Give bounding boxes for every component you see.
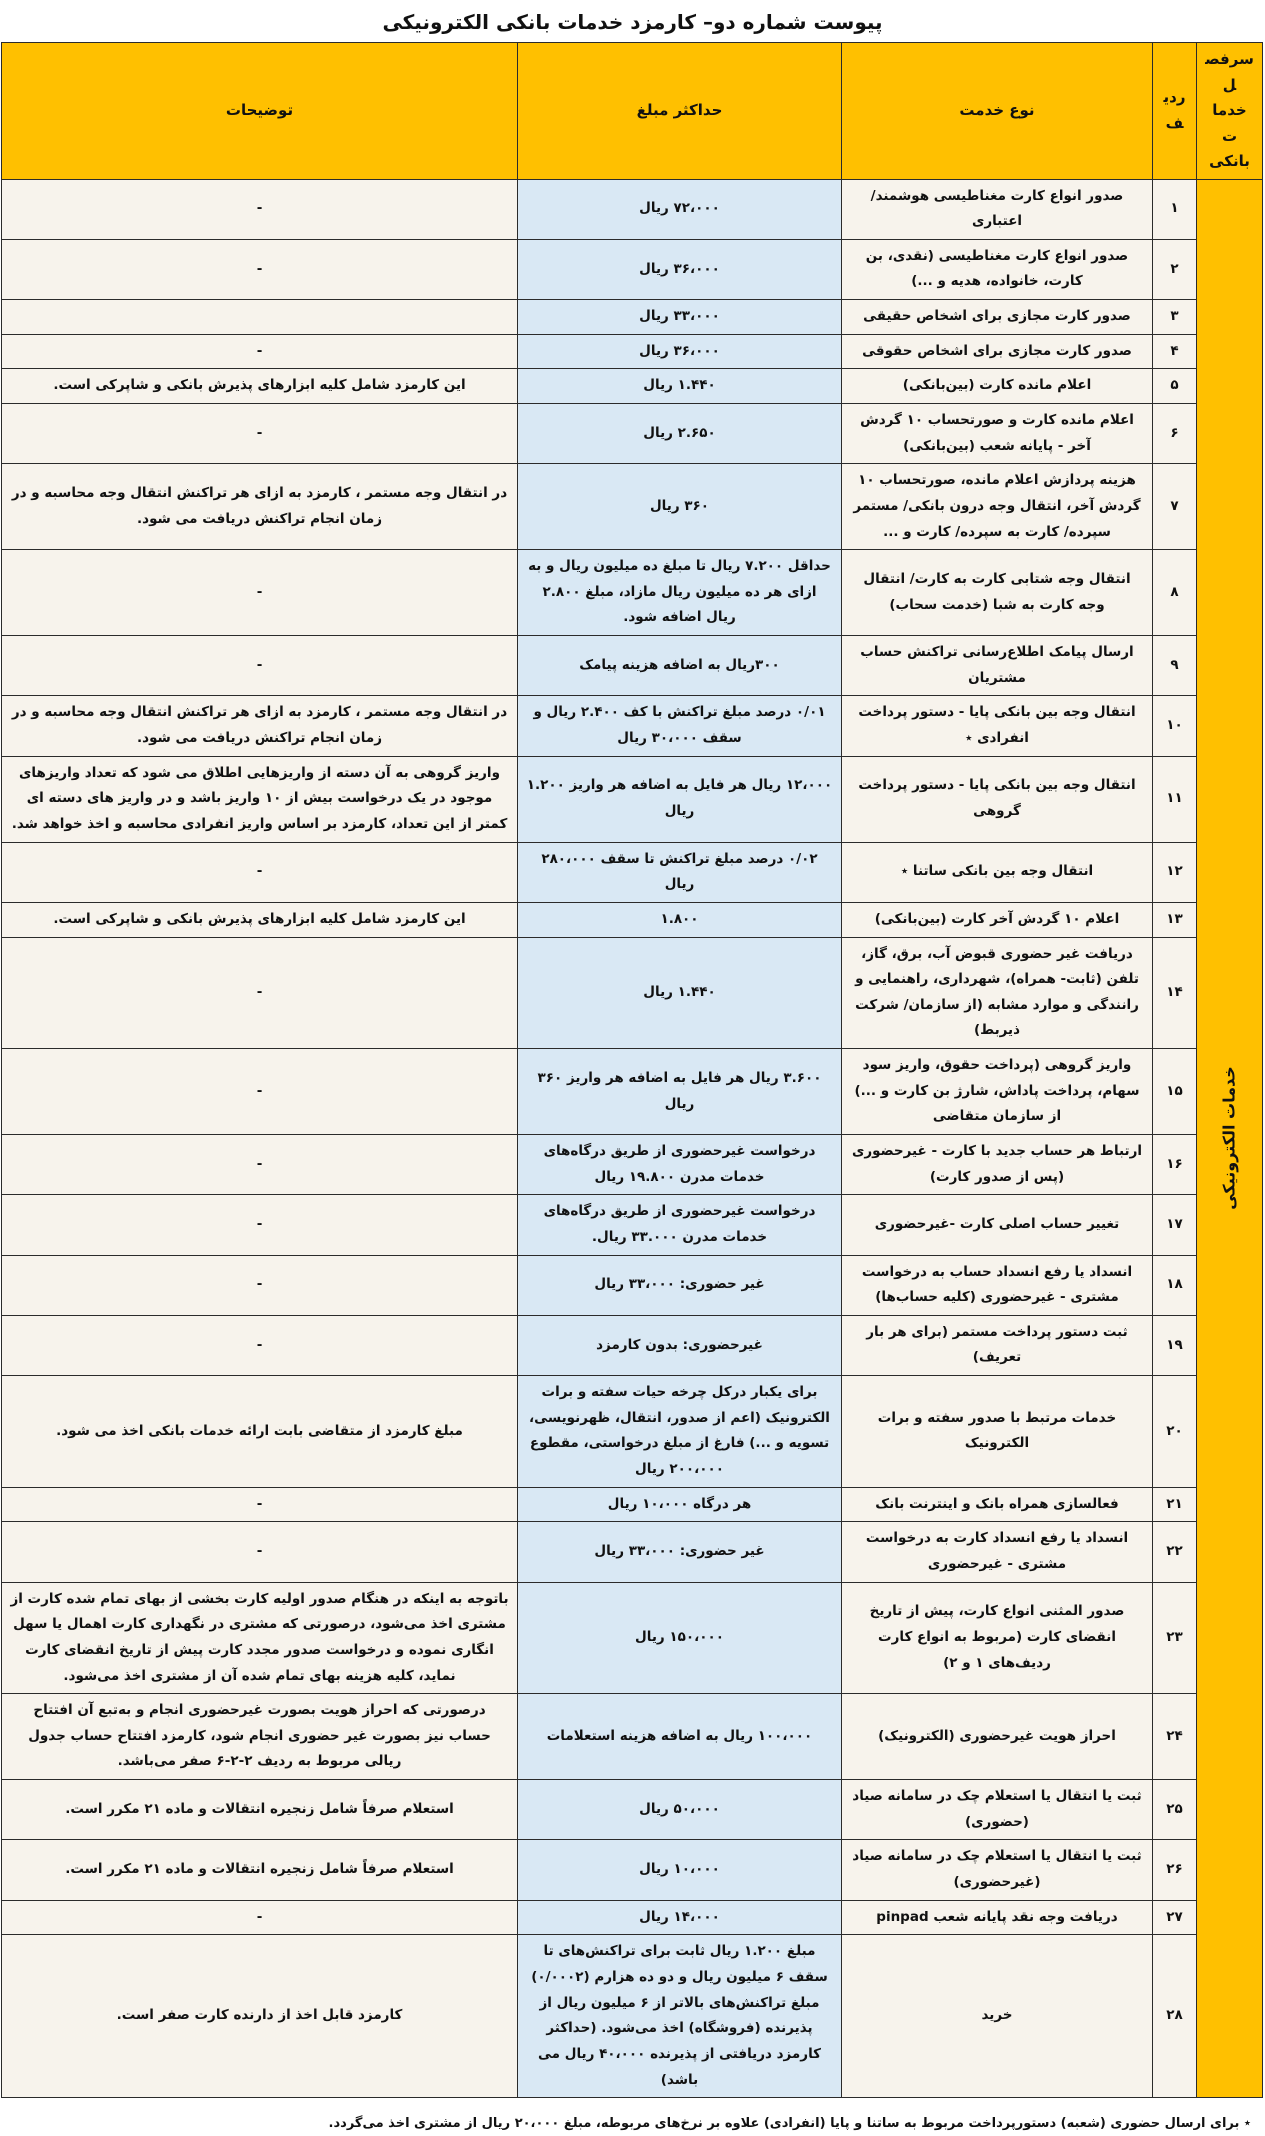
table-row bbox=[2, 756, 1263, 842]
row-number-cell: ۲۳ bbox=[1153, 1582, 1197, 1694]
column-header-row-number: ردیف bbox=[1153, 43, 1197, 180]
notes-cell: - bbox=[2, 1522, 518, 1582]
service-type-cell: ثبت یا انتقال یا استعلام چک در سامانه صیاد (غیرحضوری) bbox=[842, 1840, 1153, 1900]
row-number-cell: ۲۱ bbox=[1153, 1487, 1197, 1522]
row-number-cell: ۵ bbox=[1153, 369, 1197, 404]
service-type-cell: دریافت وجه نقد پایانه شعب pinpad bbox=[842, 1900, 1153, 1935]
table-row bbox=[2, 1195, 1263, 1255]
row-number-cell: ۲۸ bbox=[1153, 1935, 1197, 2098]
notes-cell: واریز گروهی به آن دسته از واریزهایی اطلاق می شود که تعداد واریزهای موجود در یک درخواست بیش از ۱۰ واریز باشد و در واریز های دسته ای کمتر از این تعداد، کارمزد بر اساس واریز انفرادی محاسبه و اخذ خواهد شد. bbox=[2, 756, 518, 842]
service-type-cell: اعلام ۱۰ گردش آخر کارت (بین‌بانکی) bbox=[842, 902, 1153, 937]
row-number-cell: ۲۵ bbox=[1153, 1780, 1197, 1840]
row-number-cell: ۱۲ bbox=[1153, 842, 1197, 902]
row-number-cell: ۱۸ bbox=[1153, 1255, 1197, 1315]
column-header-service-type: نوع خدمت bbox=[842, 43, 1153, 180]
row-number-cell: ۲۷ bbox=[1153, 1900, 1197, 1935]
notes-cell: - bbox=[2, 1900, 518, 1935]
max-amount-cell: درخواست غیرحضوری از طریق درگاه‌های خدمات مدرن ۳۳.۰۰۰ ریال. bbox=[518, 1195, 842, 1255]
table-row bbox=[2, 1315, 1263, 1375]
max-amount-cell: ۱.۸۰۰ bbox=[518, 902, 842, 937]
notes-cell: - bbox=[2, 550, 518, 636]
table-row bbox=[2, 1376, 1263, 1488]
max-amount-cell: ۰/۰۲ درصد مبلغ تراکنش تا سقف ۲۸۰،۰۰۰ ریال bbox=[518, 842, 842, 902]
notes-cell: - bbox=[2, 179, 518, 239]
row-number-cell: ۹ bbox=[1153, 636, 1197, 696]
page-title: پیوست شماره دو– کارمزد خدمات بانکی الکترونیکی bbox=[382, 10, 883, 34]
column-header-notes: توضیحات bbox=[2, 43, 518, 180]
notes-cell: این کارمزد شامل کلیه ابزارهای پذیرش بانکی و شاپرکی است. bbox=[2, 902, 518, 937]
table-row bbox=[2, 696, 1263, 756]
section-vertical-label: خدمات الکترونیکی bbox=[1219, 1066, 1239, 1211]
table-row bbox=[2, 550, 1263, 636]
table-row bbox=[2, 1935, 1263, 2098]
max-amount-cell: مبلغ ۱.۲۰۰ ریال ثابت برای تراکنش‌های تا سقف ۶ میلیون ریال و دو ده هزارم (۰/۰۰۰۲) مبلغ تراکنش‌های بالاتر از ۶ میلیون ریال از پذیرنده (فروشگاه) اخذ می‌شود. (حداکثر کارمزد دریافتی از پذیرنده ۴۰،۰۰۰ ریال می باشد) bbox=[518, 1935, 842, 2098]
table-body bbox=[2, 179, 1263, 2098]
row-number-cell: ۸ bbox=[1153, 550, 1197, 636]
notes-cell bbox=[2, 300, 518, 335]
max-amount-cell: غیر حضوری: ۳۳،۰۰۰ ریال bbox=[518, 1255, 842, 1315]
service-type-cell: انتقال وجه شتابی کارت به کارت/ انتقال وجه کارت به شبا (خدمت سحاب) bbox=[842, 550, 1153, 636]
notes-cell: - bbox=[2, 1195, 518, 1255]
max-amount-cell: هر درگاه ۱۰،۰۰۰ ریال bbox=[518, 1487, 842, 1522]
service-type-cell: صدور کارت مجازی برای اشخاص حقیقی bbox=[842, 300, 1153, 335]
row-number-cell: ۲۶ bbox=[1153, 1840, 1197, 1900]
row-number-cell: ۱ bbox=[1153, 179, 1197, 239]
max-amount-cell: ۲.۶۵۰ ریال bbox=[518, 403, 842, 463]
notes-cell: مبلغ کارمزد از متقاضی بابت ارائه خدمات بانکی اخذ می شود. bbox=[2, 1376, 518, 1488]
table-row bbox=[2, 464, 1263, 550]
table-row bbox=[2, 842, 1263, 902]
table-row bbox=[2, 636, 1263, 696]
notes-cell: در انتقال وجه مستمر ، کارمزد به ازای هر تراکنش انتقال وجه محاسبه و در زمان انجام تراکنش دریافت می شود. bbox=[2, 696, 518, 756]
table-row bbox=[2, 1522, 1263, 1582]
notes-cell: - bbox=[2, 1135, 518, 1195]
notes-cell: - bbox=[2, 1487, 518, 1522]
table-row bbox=[2, 1840, 1263, 1900]
max-amount-cell: ۱۴،۰۰۰ ریال bbox=[518, 1900, 842, 1935]
service-type-cell: انتقال وجه بین بانکی پایا - دستور پرداخت گروهی bbox=[842, 756, 1153, 842]
table-row bbox=[2, 179, 1263, 239]
service-type-cell: خدمات مرتبط با صدور سفته و برات الکترونیک bbox=[842, 1376, 1153, 1488]
service-type-cell: تغییر حساب اصلی کارت -غیرحضوری bbox=[842, 1195, 1153, 1255]
notes-cell: استعلام صرفاً شامل زنجیره انتقالات و ماده ۲۱ مکرر است. bbox=[2, 1840, 518, 1900]
notes-cell: - bbox=[2, 937, 518, 1049]
service-type-cell: صدور کارت مجازی برای اشخاص حقوقی bbox=[842, 334, 1153, 369]
fees-table bbox=[1, 42, 1263, 2098]
table-row bbox=[2, 1487, 1263, 1522]
notes-cell: کارمزد قابل اخذ از دارنده کارت صفر است. bbox=[2, 1935, 518, 2098]
row-number-cell: ۱۷ bbox=[1153, 1195, 1197, 1255]
footnote-asterisk-note: ٭ برای ارسال حضوری (شعبه) دستورپرداخت مربوط به ساتنا و پایا (انفرادی) علاوه بر نرخ‌های مربوطه، مبلغ ۲۰،۰۰۰ ریال از مشتری اخذ می‌گردد. bbox=[328, 2116, 1251, 2132]
row-number-cell: ۱۹ bbox=[1153, 1315, 1197, 1375]
column-header-max-amount: حداکثر مبلغ bbox=[518, 43, 842, 180]
service-type-cell: انتقال وجه بین بانکی پایا - دستور پرداخت انفرادی ٭ bbox=[842, 696, 1153, 756]
service-type-cell: انتقال وجه بین بانکی ساتنا ٭ bbox=[842, 842, 1153, 902]
table-row bbox=[2, 937, 1263, 1049]
table-row bbox=[2, 1049, 1263, 1135]
notes-cell: - bbox=[2, 239, 518, 299]
notes-cell: استعلام صرفاً شامل زنجیره انتقالات و ماده ۲۱ مکرر است. bbox=[2, 1780, 518, 1840]
service-type-cell: صدور انواع کارت مغناطیسی هوشمند/ اعتباری bbox=[842, 179, 1153, 239]
notes-cell: - bbox=[2, 636, 518, 696]
max-amount-cell: ۱۵۰،۰۰۰ ریال bbox=[518, 1582, 842, 1694]
max-amount-cell: ۱.۴۴۰ ریال bbox=[518, 369, 842, 404]
service-type-cell: ارسال پیامک اطلاع‌رسانی تراکنش حساب مشتریان bbox=[842, 636, 1153, 696]
row-number-cell: ۱۱ bbox=[1153, 756, 1197, 842]
row-number-cell: ۱۰ bbox=[1153, 696, 1197, 756]
service-type-cell: اعلام مانده کارت (بین‌بانکی) bbox=[842, 369, 1153, 404]
row-number-cell: ۴ bbox=[1153, 334, 1197, 369]
service-type-cell: اعلام مانده کارت و صورتحساب ۱۰ گردش آخر - پایانه شعب (بین‌بانکی) bbox=[842, 403, 1153, 463]
notes-cell: - bbox=[2, 1255, 518, 1315]
row-number-cell: ۷ bbox=[1153, 464, 1197, 550]
table-row bbox=[2, 1135, 1263, 1195]
max-amount-cell: ۳۶،۰۰۰ ریال bbox=[518, 334, 842, 369]
notes-cell: در انتقال وجه مستمر ، کارمزد به ازای هر تراکنش انتقال وجه محاسبه و در زمان انجام تراکنش دریافت می شود. bbox=[2, 464, 518, 550]
max-amount-cell: ۳۰۰ریال به اضافه هزینه پیامک bbox=[518, 636, 842, 696]
notes-cell: - bbox=[2, 842, 518, 902]
service-type-cell: واریز گروهی (پرداخت حقوق، واریز سود سهام، پرداخت پاداش، شارژ بن کارت و ...) از سازمان متقاضی bbox=[842, 1049, 1153, 1135]
notes-cell: این کارمزد شامل کلیه ابزارهای پذیرش بانکی و شاپرکی است. bbox=[2, 369, 518, 404]
service-type-cell: هزینه پردازش اعلام مانده، صورتحساب ۱۰ گردش آخر، انتقال وجه درون بانکی/ مستمر سپرده/ کارت به سپرده/ کارت و ... bbox=[842, 464, 1153, 550]
notes-cell: - bbox=[2, 334, 518, 369]
table-row bbox=[2, 1780, 1263, 1840]
table-row bbox=[2, 1900, 1263, 1935]
notes-cell: باتوجه به اینکه در هنگام صدور اولیه کارت بخشی از بهای تمام شده کارت از مشتری اخذ می‌شود، درصورتی که مشتری در نگهداری کارت اهمال یا سهل انگاری نموده و درخواست صدور مجدد کارت پیش از تاریخ انقضای کارت نماید، کلیه هزینه بهای تمام شده آن از مشتری اخذ می‌شود. bbox=[2, 1582, 518, 1694]
row-number-cell: ۱۴ bbox=[1153, 937, 1197, 1049]
row-number-cell: ۲۲ bbox=[1153, 1522, 1197, 1582]
table-row bbox=[2, 334, 1263, 369]
service-type-cell: احراز هویت غیرحضوری (الکترونیک) bbox=[842, 1694, 1153, 1780]
max-amount-cell: ۳۶۰ ریال bbox=[518, 464, 842, 550]
table-header bbox=[2, 43, 1263, 180]
row-number-cell: ۲۴ bbox=[1153, 1694, 1197, 1780]
row-number-cell: ۲۰ bbox=[1153, 1376, 1197, 1488]
service-type-cell: انسداد یا رفع انسداد کارت به درخواست مشتری - غیرحضوری bbox=[842, 1522, 1153, 1582]
service-type-cell: فعالسازی همراه بانک و اینترنت بانک bbox=[842, 1487, 1153, 1522]
max-amount-cell: ۱.۴۴۰ ریال bbox=[518, 937, 842, 1049]
max-amount-cell: ۱۰،۰۰۰ ریال bbox=[518, 1840, 842, 1900]
notes-cell: درصورتی که احراز هویت بصورت غیرحضوری انجام و به‌تبع آن افتتاح حساب نیز بصورت غیر حضوری انجام شود، کارمزد افتتاح حساب جدول ریالی مربوط به ردیف ۲-۲-۶ صفر می‌باشد. bbox=[2, 1694, 518, 1780]
section-merged-cell bbox=[1197, 179, 1263, 2098]
max-amount-cell: برای یکبار درکل چرخه حیات سفته و برات الکترونیک (اعم از صدور، انتقال، ظهرنویسی، تسویه و ...) فارغ از مبلغ درخواستی، مقطوع ۲۰۰،۰۰۰ ریال bbox=[518, 1376, 842, 1488]
row-number-cell: ۳ bbox=[1153, 300, 1197, 335]
service-type-cell: صدور انواع کارت مغناطیسی (نقدی، بن کارت، خانواده، هدیه و ...) bbox=[842, 239, 1153, 299]
table-row bbox=[2, 300, 1263, 335]
max-amount-cell: حداقل ۷.۲۰۰ ریال تا مبلغ ده میلیون ریال و به ازای هر ده میلیون ریال مازاد، مبلغ ۲.۸۰۰ ریال اضافه شود. bbox=[518, 550, 842, 636]
max-amount-cell: ۳.۶۰۰ ریال هر فایل به اضافه هر واریز ۳۶۰ ریال bbox=[518, 1049, 842, 1135]
max-amount-cell: غیرحضوری: بدون کارمزد bbox=[518, 1315, 842, 1375]
max-amount-cell: ۱۲،۰۰۰ ریال هر فایل به اضافه هر واریز ۱.۲۰۰ ریال bbox=[518, 756, 842, 842]
service-type-cell: انسداد یا رفع انسداد حساب به درخواست مشتری - غیرحضوری (کلیه حساب‌ها) bbox=[842, 1255, 1153, 1315]
max-amount-cell: ۷۲،۰۰۰ ریال bbox=[518, 179, 842, 239]
column-header-section: سرفصل خدمات بانکی bbox=[1197, 43, 1263, 180]
row-number-cell: ۱۳ bbox=[1153, 902, 1197, 937]
service-type-cell: خرید bbox=[842, 1935, 1153, 2098]
notes-cell: - bbox=[2, 1049, 518, 1135]
service-type-cell: ثبت دستور پرداخت مستمر (برای هر بار تعریف) bbox=[842, 1315, 1153, 1375]
table-row bbox=[2, 1582, 1263, 1694]
max-amount-cell: غیر حضوری: ۳۳،۰۰۰ ریال bbox=[518, 1522, 842, 1582]
notes-cell: - bbox=[2, 403, 518, 463]
table-row bbox=[2, 369, 1263, 404]
row-number-cell: ۱۵ bbox=[1153, 1049, 1197, 1135]
max-amount-cell: درخواست غیرحضوری از طریق درگاه‌های خدمات مدرن ۱۹.۸۰۰ ریال bbox=[518, 1135, 842, 1195]
max-amount-cell: ۰/۰۱ درصد مبلغ تراکنش با کف ۲.۴۰۰ ریال و سقف ۳۰،۰۰۰ ریال bbox=[518, 696, 842, 756]
max-amount-cell: ۵۰،۰۰۰ ریال bbox=[518, 1780, 842, 1840]
table-row bbox=[2, 1255, 1263, 1315]
row-number-cell: ۲ bbox=[1153, 239, 1197, 299]
max-amount-cell: ۳۶،۰۰۰ ریال bbox=[518, 239, 842, 299]
row-number-cell: ۱۶ bbox=[1153, 1135, 1197, 1195]
service-type-cell: ثبت یا انتقال یا استعلام چک در سامانه صیاد (حضوری) bbox=[842, 1780, 1153, 1840]
service-type-cell: صدور المثنی انواع کارت، پیش از تاریخ انقضای کارت (مربوط به انواع کارت ردیف‌های ۱ و ۲) bbox=[842, 1582, 1153, 1694]
table-row bbox=[2, 239, 1263, 299]
table-row bbox=[2, 902, 1263, 937]
max-amount-cell: ۱۰۰،۰۰۰ ریال به اضافه هزینه استعلامات bbox=[518, 1694, 842, 1780]
service-type-cell: دریافت غیر حضوری قبوض آب، برق، گاز، تلفن (ثابت- همراه)، شهرداری، راهنمایی و رانندگی و موارد مشابه (از سازمان/ شرکت ذیربط) bbox=[842, 937, 1153, 1049]
notes-cell: - bbox=[2, 1315, 518, 1375]
table-row bbox=[2, 1694, 1263, 1780]
row-number-cell: ۶ bbox=[1153, 403, 1197, 463]
max-amount-cell: ۳۳،۰۰۰ ریال bbox=[518, 300, 842, 335]
service-type-cell: ارتباط هر حساب جدید با کارت - غیرحضوری (پس از صدور کارت) bbox=[842, 1135, 1153, 1195]
table-row bbox=[2, 403, 1263, 463]
